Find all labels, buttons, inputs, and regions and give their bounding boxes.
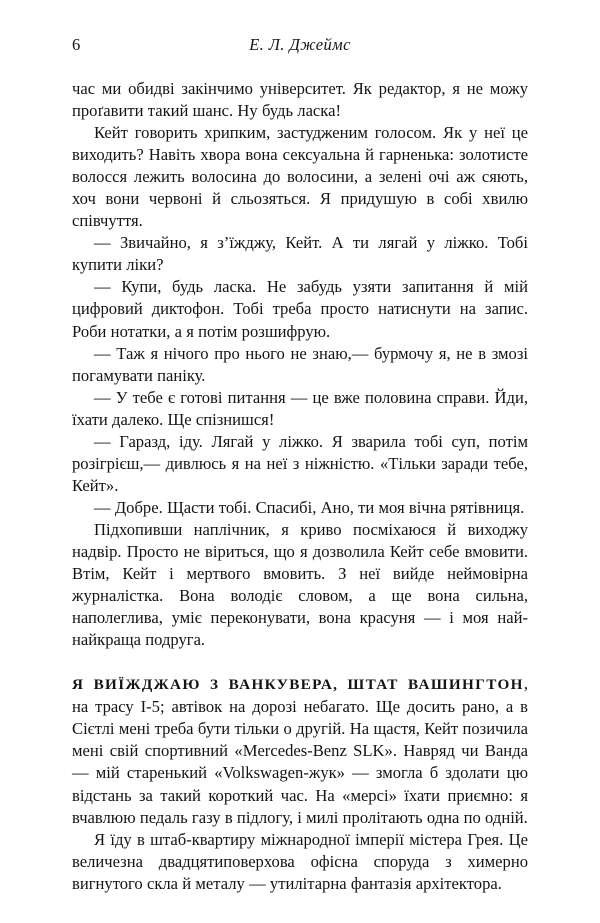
running-head [72, 34, 528, 56]
paragraph-dialogue-4: — У тебе є готові питання — це вже половина справи. Йди, їхати далеко. Ще спізнишся! [72, 387, 528, 429]
paragraph-kate-voice: Кейт говорить хрипким, застудженим голосом. Як у неї це виходить? Навіть хвора вона сексуальна й гарненька: золотисте волосся лежить волосина до волосини, а зелені очі аж сяють, хоч вони червоні й сльозяться. Я придушую в собі хвилю співчуття. [72, 123, 528, 231]
paragraph-dialogue-3: — Таж я нічого про нього не знаю,— бурмочу я, не в змозі погамувати паніку. [72, 343, 528, 385]
section-open-text: , на трасу I-5; автівок на дорозі небагато. Ще досить рано, а в Сієтлі мені треба бути тільки о другій. На щастя, Кейт позичила мені свій спортивний «Mercedes-Benz SLK». Навряд чи Ванда — мій старенький «Volkswagen-жук» — змогла б здолати цю відстань за такий короткий час. На «мерсі» їхати приємно: я вчавлюю педаль газу в підлогу, і милі пролітають одна по одній. [72, 674, 528, 827]
running-head-title: Е. Л. Джеймс [249, 35, 351, 54]
page-number: 6 [72, 35, 81, 54]
paragraph-dialogue-2: — Купи, будь ласка. Не забудь узяти запитання й мій цифровий диктофон. Тобі треба просто натиснути на запис. Роби нотатки, а я потім розшифрую. [72, 277, 528, 341]
paragraph-dialogue-5: — Гаразд, іду. Лягай у ліжко. Я зварила тобі суп, потім розігрієш,— дивлюсь я на неї з ніжністю. «Тільки заради тебе, Кейт». [72, 431, 528, 495]
paragraph-section-open [72, 673, 528, 828]
paragraph-headquarters: Я їду в штаб-квартиру міжнародної імперії містера Грея. Це величезна двадцятиповерхова офісна споруда з химерно вигнутого скла й металу — утилітарна фантазія архітектора. [72, 829, 528, 893]
text-block [72, 78, 528, 895]
paragraph-dialogue-1: — Звичайно, я з’їжджу, Кейт. А ти лягай у ліжко. Тобі купити ліки? [72, 233, 528, 275]
paragraph-continued: час ми обидві закінчимо університет. Як редактор, я не можу проґавити такий шанс. Ну будь ласка! [72, 79, 528, 121]
paragraph-dialogue-6: — Добре. Щасти тобі. Спасибі, Ано, ти моя вічна рятівниця. [94, 497, 525, 517]
paragraph-backpack: Підхопивши наплічник, я криво посміхаюся й виходжу надвір. Просто не віриться, що я дозволила Кейт себе вмовити. Втім, Кейт і мертвого вмовить. З неї вийде неймовірна журналістка. Вона володіє словом, а ще вона сильна, наполеглива, уміє переконувати, вона красуня — і моя най-найкраща подруга. [72, 519, 528, 650]
section-lead-in: Я ВИЇЖДЖАЮ З ВАНКУВЕРА, ШТАТ ВАШИНГТОН [72, 676, 524, 694]
